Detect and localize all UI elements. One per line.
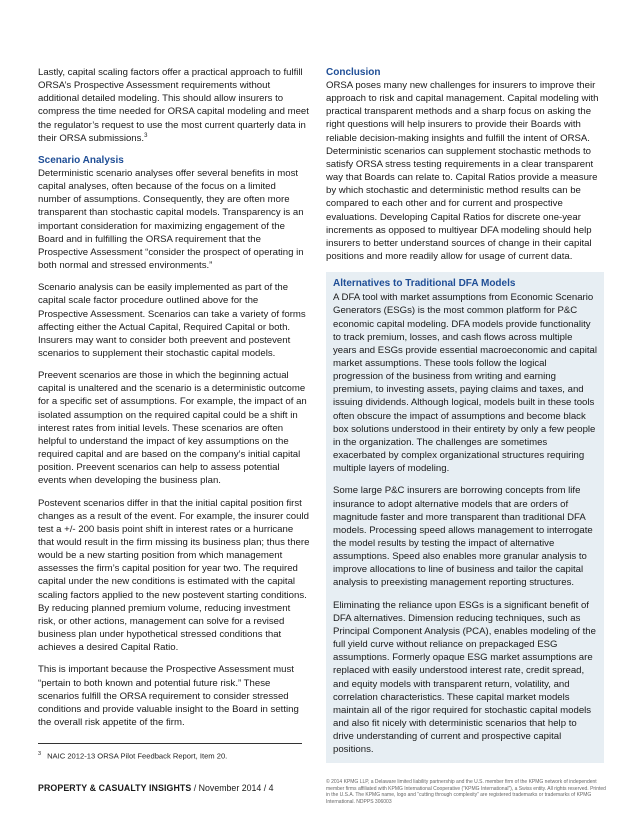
page-footer — [38, 783, 274, 793]
publication-title: PROPERTY & CASUALTY INSIGHTS — [38, 783, 192, 793]
scenario-paragraph-1: Deterministic scenario analyses offer several benefits in most capital analyses, often because of the focus on a limited number of assumptions. Consequently, they are often more transparent than stochastic capital models. Transparency is an important consideration for maximizing engagement of the Board and in fulfilling the ORSA requirement that the Prospective Assessment “consider the prospect of operating in both normal and stressed environments.” — [38, 167, 304, 272]
sidebar-box — [326, 272, 604, 762]
sidebar-paragraph-2: Some large P&C insurers are borrowing concepts from life insurance to adopt alternative models that are orders of magnitude faster and more transparent than traditional DFA models. Processing speed allows management to interrogate the model results by testing the impact of alternative assumptions. Speed also enables more granular analysis to improve allocations to line of business and tailor the capital analysis to preexisting management reporting structures. — [333, 485, 593, 589]
scenario-analysis-heading: Scenario Analysis — [38, 154, 124, 166]
sidebar-paragraph-3: Eliminating the reliance upon ESGs is a significant benefit of DFA alternatives. Dimension reducing techniques, such as Principal Component Analysis (PCA), enables modeling of the full yield curve without reliance on prepackaged ESG assumptions. Formerly opaque ESG market assumptions are replaced with easily understood interest rate, credit spread, and equity models with transparent return, volatility, and correlation characteristics. These capital market models maintain all of the rigor required for stochastic capital models and also fit nicely with deterministic scenarios that help to drive understanding of current and prospective capital positions. — [333, 599, 596, 756]
scenario-paragraph-3: Preevent scenarios are those in which the beginning actual capital is unaltered and the scenario is a deterministic outcome for a specific set of assumptions. For example, the impact of an isolated assumption on the required capital could be a shift in interest rates from initial levels. These scenarios are often helpful to understand the impact of key assumptions on the required capital and are based on the company’s initial capital position. Preevent scenarios can help to assess potential events when developing the business plan. — [38, 370, 307, 487]
footnote — [38, 751, 227, 761]
footer-date-page: / November 2014 / 4 — [191, 783, 274, 793]
sidebar-paragraph-1: A DFA tool with market assumptions from Economic Scenario Generators (ESGs) is the most common platform for P&C economic capital modeling. DFA models provide functionality to track premium, losses, and cash flows across multiple years and ESGs provide essential macroeconomic and capital market assumptions. These tools follow the logical progression of the business from writing and earning premium, to investing assets, paying claims and taxes, and issuing dividends. Although logical, models built in these tools often obscure the impact of assumptions and become black box solutions understood in their entirety by only a few people in the organization. The challenges are sometimes exacerbated by complex organizational structures requiring multiple layers of modeling. — [333, 292, 597, 475]
left-column — [38, 66, 310, 738]
footnote-divider — [38, 743, 302, 744]
footnote-reference[interactable]: 3 — [144, 132, 148, 139]
footnote-number: 3 — [38, 751, 42, 757]
footnote-text: NAIC 2012-13 ORSA Pilot Feedback Report, Item 20. — [47, 751, 228, 761]
conclusion-heading: Conclusion — [326, 67, 381, 78]
scenario-paragraph-5: This is important because the Prospective Assessment must “pertain to both known and potential future risk.” These scenarios fulfill the ORSA requirement to consider stressed conditions and provide valuable insight to the Board in setting the overall risk appetite of the firm. — [38, 664, 299, 729]
scenario-paragraph-2: Scenario analysis can be easily implemented as part of the capital scale factor procedure outlined above for the Prospective Assessment. Scenarios can take a variety of forms affecting either the Actual Capital, Required Capital or both. Insurers may want to consider both preevent and postevent scenarios to supplement their stochastic capital models. — [38, 282, 306, 359]
intro-paragraph: Lastly, capital scaling factors offer a practical approach to fulfill ORSA’s Prospective Assessment requirements without additional detailed modeling. This should allow insurers to compress the time needed for ORSA capital modeling and meet the regulator’s request to use the most current quarterly data in their ORSA submissions.$^3$ — [38, 67, 309, 144]
right-column — [326, 66, 604, 763]
sidebar-heading: Alternatives to Traditional DFA Models — [333, 278, 516, 290]
legal-notice: © 2014 KPMG LLP, a Delaware limited liability partnership and the U.S. member firm of the KPMG network of independent member firms affiliated with KPMG International Cooperative (“KPMG International”), a Swiss entity. All rights reserved. Printed in the U.S.A. The KPMG name, logo and “cutting through complexity” are registered trademarks or trademarks of KPMG International. NDPPS 306003 — [326, 779, 606, 805]
conclusion-paragraph: ORSA poses many new challenges for insurers to improve their approach to risk and capital management. Capital modeling with practical transparent methods and a sharp focus on asking the right questions will help insurers to provide their Boards with reliable decision-making insights and fulfill the intent of ORSA. Deterministic scenarios can supplement stochastic methods to satisfy ORSA stress testing requirements in a clear transparent way that Boards can relate to. Capital Ratios provide a measure by which stochastic and deterministic method results can be compared to each other and for current and prospective evaluations. Developing Capital Ratios for discrete one-year increments as opposed to multiyear DFA modeling should help insurers to better understand sources of change in their capital positions and more readily allow for usage of current data. — [326, 80, 599, 263]
scenario-paragraph-4: Postevent scenarios differ in that the initial capital position first changes as a result of the event. For example, the insurer could test a +/- 200 basis point shift in interest rates or a hurricane that would result in the firm missing its business plan; thus there would be a new starting position from which management assesses the firm’s capital position for year two. The required capital under the new conditions is estimated with the capital scaling factors applied to the new postevent starting conditions. By reducing planned premium volume, reducing investment risk, or other actions, management can solve for a revised business plan under hypothetical stressed conditions that achieves a desired Capital Ratio. — [38, 497, 310, 654]
